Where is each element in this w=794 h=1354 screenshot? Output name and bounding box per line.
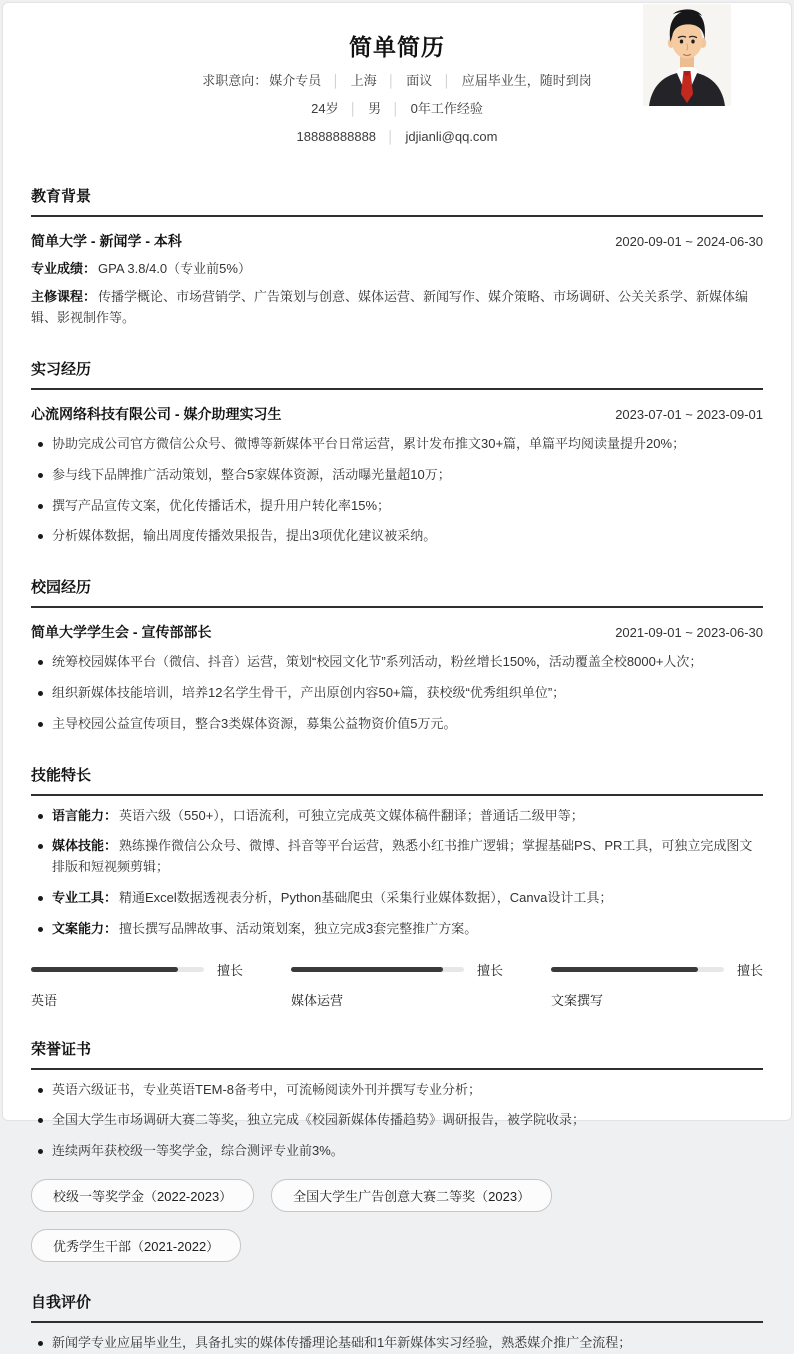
job-intent-item: │ 上海 [321,73,377,88]
education-school: 简单大学 - 新闻学 - 本科 [31,232,182,249]
basic-info-items [311,101,483,116]
section-education [31,185,763,329]
section-title-campus: 校园经历 [31,576,763,608]
section-title-self-evaluation: 自我评价 [31,1291,763,1323]
internship-date: 2023-07-01 ~ 2023-09-01 [615,406,763,422]
skill-bars [31,960,763,1009]
internship-entry-head [31,404,763,424]
skills-bullet [31,919,763,940]
basic-info-item: │ 男 [339,101,382,116]
honor-pills [31,1179,763,1262]
skill-bar-row [291,960,503,979]
skill-bar-tag: 擅长 [216,962,243,978]
campus-bullet: 主导校园公益宣传项目，整合3类媒体资源，募集公益物资价值5万元。 [31,714,763,735]
section-honors [31,1038,763,1262]
skill-bar-fill [551,967,698,972]
internship-bullet: 参与线下品牌推广活动策划，整合5家媒体资源，活动曝光量超10万； [31,465,763,486]
section-campus [31,576,763,734]
campus-org: 简单大学学生会 - 宣传部部长 [31,624,212,641]
education-row [31,287,763,329]
honors-bullet: 英语六级证书，专业英语TEM-8备考中，可流畅阅读外刊并撰写专业分析； [31,1080,763,1101]
internship-bullet: 撰写产品宣传文案，优化传播话术，提升用户转化率15%； [31,496,763,517]
profile-photo [643,4,731,106]
resume-header [31,3,763,147]
section-title-education: 教育背景 [31,185,763,217]
campus-bullets [31,652,763,734]
internship-bullets [31,434,763,547]
resume-page [2,2,792,1350]
campus-bullet: 统筹校园媒体平台（微信、抖音）运营，策划“校园文化节”系列活动，粉丝增长150%，活动覆盖全校8000+人次； [31,652,763,673]
job-intent-item: │ 面议 [377,73,433,88]
section-internship [31,358,763,547]
skill-bar [291,960,503,1009]
skill-bar-track [31,967,204,972]
section-title-internship: 实习经历 [31,358,763,390]
skill-bar-fill [31,967,178,972]
skills-bullet-text: 英语六级（550+），口语流利，可独立完成英文媒体稿件翻译；普通话二级甲等； [119,807,584,823]
job-intent-items [269,73,592,88]
education-rows [31,259,763,329]
contact-items [297,129,498,144]
honor-pill: 校级一等奖学金（2022-2023） [31,1179,254,1212]
campus-date: 2021-09-01 ~ 2023-06-30 [615,625,763,641]
skills-bullet-text: 熟练操作微信公众号、微博、抖音等平台运营，熟悉小红书推广逻辑；掌握基础PS、PR工具，可独立完成图文排版和短视频剪辑； [52,838,753,875]
honor-pill: 全国大学生广告创意大赛二等奖（2023） [271,1179,552,1212]
internship-company: 心流网络科技有限公司 - 媒介助理实习生 [31,405,282,422]
skills-bullet-label: 专业工具： [52,889,118,905]
skills-bullets [31,806,763,940]
skills-bullet-label: 语言能力： [52,807,118,823]
education-entry-head [31,231,763,251]
education-row-text: GPA 3.8/4.0（专业前5%） [98,260,251,276]
skill-bar-row [551,960,763,979]
honor-pill: 优秀学生干部（2021-2022） [31,1229,241,1262]
section-skills [31,764,763,1009]
honors-bullet: 全国大学生市场调研大赛二等奖，独立完成《校园新媒体传播趋势》调研报告，被学院收录； [31,1110,763,1131]
honors-bullets [31,1080,763,1162]
skill-bar-row [31,960,243,979]
section-self-evaluation [31,1291,763,1354]
education-date: 2020-09-01 ~ 2024-06-30 [615,233,763,249]
contact-item: 18888888888 [296,129,377,145]
education-row-text: 传播学概论、市场营销学、广告策划与创意、媒体运营、新闻写作、媒介策略、市场调研、公关关系学、新媒体编辑、影视制作等。 [31,289,749,326]
internship-bullet: 分析媒体数据，输出周度传播效果报告，提出3项优化建议被采纳。 [31,526,763,547]
section-title-honors: 荣誉证书 [31,1038,763,1070]
skills-bullet-text: 擅长撰写品牌故事、活动策划案，独立完成3套完整推广方案。 [119,920,478,936]
skills-bullet [31,806,763,827]
skill-bar-name: 媒体运营 [291,992,344,1008]
skill-bar-tag: 擅长 [476,962,503,978]
campus-entry-head [31,622,763,642]
section-title-skills: 技能特长 [31,764,763,796]
resume-title: 简单简历 [349,34,445,60]
skills-bullet-label: 媒体技能： [52,838,118,854]
skills-bullet-text: 精通Excel数据透视表分析，Python基础爬虫（采集行业媒体数据），Canva设计工具； [119,889,613,905]
skill-bar-track [291,967,464,972]
skills-bullet [31,836,763,878]
education-row-label: 专业成绩： [31,260,97,276]
education-row [31,259,763,280]
honors-bullet: 连续两年获校级一等奖学金，综合测评专业前3%。 [31,1141,763,1162]
contact-line [31,128,763,146]
skill-bar-tag: 擅长 [736,962,763,978]
job-intent-item: 媒介专员 [269,73,322,88]
skill-bar [31,960,243,1009]
job-intent-item: │ 应届毕业生，随时到岗 [432,73,592,88]
skills-bullet-label: 文案能力： [52,920,118,936]
job-intent-label: 求职意向： [202,73,268,88]
education-row-label: 主修课程： [31,289,97,305]
skill-bar-fill [291,967,443,972]
skill-bar-track [551,967,724,972]
internship-bullet: 协助完成公司官方微信公众号、微博等新媒体平台日常运营，累计发布推文30+篇，单篇平均阅读量提升20%； [31,434,763,455]
contact-item: │ jdjianli@qq.com [376,129,497,144]
basic-info-item: 24岁 [311,101,339,117]
skill-bar-name: 文案撰写 [551,992,604,1008]
skill-bar-name: 英语 [31,992,58,1008]
profile-photo-illustration [643,4,731,106]
self-evaluation-bullet: 新闻学专业应届毕业生，具备扎实的媒体传播理论基础和1年新媒体实习经验，熟悉媒介推广全流程； [31,1333,763,1354]
basic-info-item: │ 0年工作经验 [381,101,483,116]
skill-bar [551,960,763,1009]
campus-bullet: 组织新媒体技能培训，培养12名学生骨干，产出原创内容50+篇，获校级“优秀组织单位”； [31,683,763,704]
skills-bullet [31,888,763,909]
self-evaluation-bullets [31,1333,763,1354]
